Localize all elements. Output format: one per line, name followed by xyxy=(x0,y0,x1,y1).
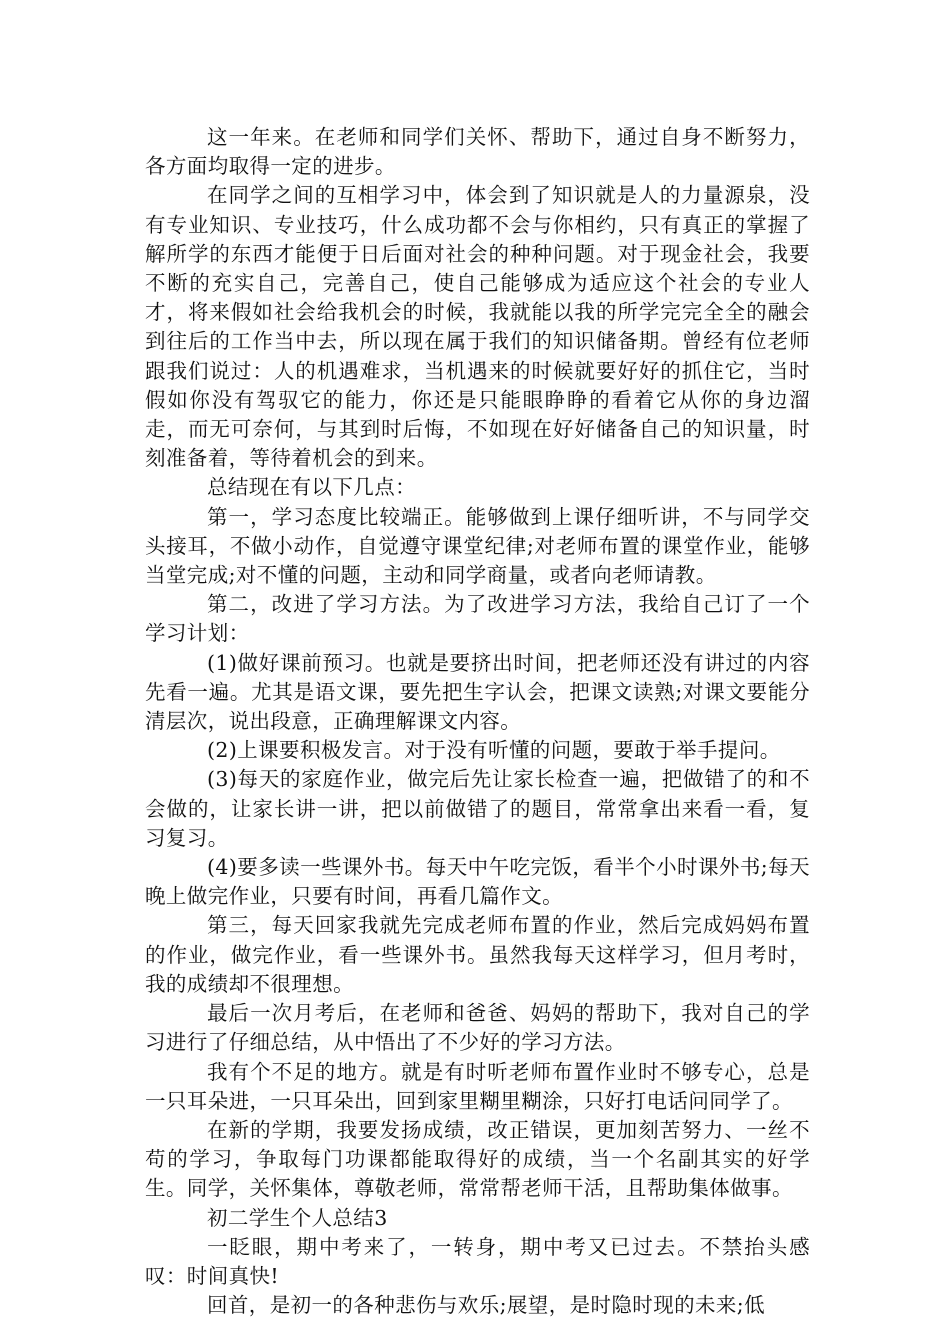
paragraph-intro: 这一年来。在老师和同学们关怀、帮助下，通过自身不断努力，各方面均取得一定的进步。 xyxy=(145,125,810,179)
paragraph-midterm: 一眨眼，期中考来了，一转身，期中考又已过去。不禁抬头感叹：时间真快! xyxy=(145,1234,810,1288)
document-body xyxy=(145,123,810,1320)
list-item-plan-4: (4)要多读一些课外书。每天中午吃完饭，看半个小时课外书;每天晚上做完作业，只要有时间，再看几篇作文。 xyxy=(145,855,810,909)
paragraph-looking-back: 回首，是初一的各种悲伤与欢乐;展望，是时隐时现的未来;低 xyxy=(207,1293,766,1318)
paragraph-monthly-exam: 最后一次月考后，在老师和爸爸、妈妈的帮助下，我对自己的学习进行了仔细总结，从中悟出了不少好的学习方法。 xyxy=(145,1001,810,1055)
paragraph-knowledge: 在同学之间的互相学习中，体会到了知识就是人的力量源泉，没有专业知识、专业技巧，什么成功都不会与你相约，只有真正的掌握了解所学的东西才能便于日后面对社会的种种问题。对于现金社会，我要不断的充实自己，完善自己，使自己能够成为适应这个社会的专业人才，将来假如社会给我机会的时候，我就能以我的所学完完全全的融会到往后的工作当中去，所以现在属于我们的知识储备期。曾经有位老师跟我们说过：人的机遇难求，当机遇来的时候就要好好的抓住它，当时假如你没有驾驭它的能力，你还是只能眼睁睁的看着它从你的身边溜走，而无可奈何，与其到时后悔，不如现在好好储备自己的知识量，时刻准备着，等待着机会的到来。 xyxy=(145,183,810,471)
paragraph-shortcoming: 我有个不足的地方。就是有时听老师布置作业时不够专心，总是一只耳朵进，一只耳朵出，回到家里糊里糊涂，只好打电话问同学了。 xyxy=(145,1059,810,1113)
list-item-plan-2: (2)上课要积极发言。对于没有听懂的问题，要敢于举手提问。 xyxy=(207,738,781,763)
paragraph-point-one: 第一，学习态度比较端正。能够做到上课仔细听讲，不与同学交头接耳，不做小动作，自觉遵守课堂纪律;对老师布置的课堂作业，能够当堂完成;对不懂的问题，主动和同学商量，或者向老师请教。 xyxy=(145,504,810,588)
paragraph-new-semester: 在新的学期，我要发扬成绩，改正错误，更加刻苦努力、一丝不苟的学习，争取每门功课都能取得好的成绩，当一个名副其实的好学生。同学，关怀集体，尊敬老师，常常帮老师干活，且帮助集体做事。 xyxy=(145,1117,810,1201)
list-item-plan-3: (3)每天的家庭作业，做完后先让家长检查一遍，把做错了的和不会做的，让家长讲一讲，把以前做错了的题目，常常拿出来看一看，复习复习。 xyxy=(145,767,810,850)
paragraph-point-three: 第三，每天回家我就先完成老师布置的作业，然后完成妈妈布置的作业，做完作业，看一些课外书。虽然我每天这样学习，但月考时，我的成绩却不很理想。 xyxy=(145,913,810,996)
paragraph-point-two: 第二，改进了学习方法。为了改进学习方法，我给自己订了一个学习计划： xyxy=(145,592,810,646)
paragraph-summary-lead: 总结现在有以下几点： xyxy=(207,475,416,500)
section-heading: 初二学生个人总结3 xyxy=(207,1205,388,1230)
list-item-plan-1: (1)做好课前预习。也就是要挤出时间，把老师还没有讲过的内容先看一遍。尤其是语文课，要先把生字认会，把课文读熟;对课文要能分清层次，说出段意，正确理解课文内容。 xyxy=(145,650,810,734)
